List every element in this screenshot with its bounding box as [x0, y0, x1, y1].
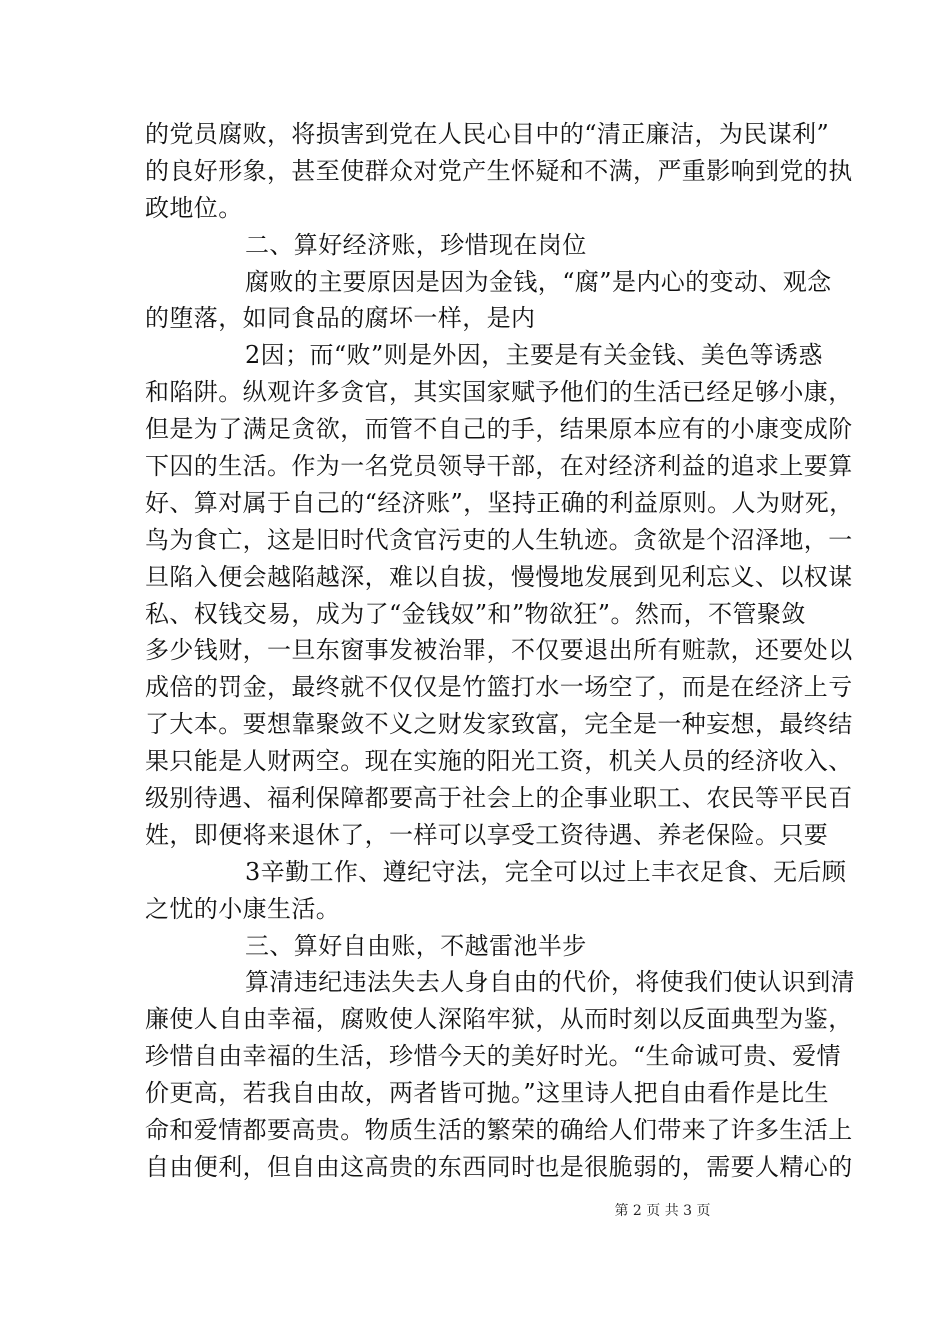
text-line: 级别待遇、福利保障都要高于社会上的企事业职工、农民等平民百 [145, 784, 853, 813]
text-line: 价更高，若我自由故，两者皆可抛。”这里诗人把自由看作是比生 [145, 1079, 829, 1108]
text-line: 算清违纪违法失去人身自由的代价，将使我们使认识到清 [245, 968, 855, 997]
document-body [145, 116, 855, 1186]
text-line: 和陷阱。纵观许多贪官，其实国家赋予他们的生活已经足够小康， [145, 378, 853, 407]
text-line: 姓，即便将来退休了，一样可以享受工资待遇、养老保险。只要 [145, 820, 829, 849]
text-line: 果只能是人财两空。现在实施的阳光工资，机关人员的经济收入、 [145, 747, 853, 776]
text-line: 三、算好自由账，不越雷池半步 [245, 931, 587, 960]
text-line: 私、权钱交易，成为了“金钱奴”和”物欲狂”。然而，不管聚敛 [145, 599, 806, 628]
text-line: 成倍的罚金，最终就不仅仅是竹篮打水一场空了，而是在经济上亏 [145, 673, 853, 702]
text-line: 腐败的主要原因是因为金钱，“腐”是内心的变动、观念 [245, 267, 832, 296]
text-line: 了大本。要想靠聚敛不义之财发家致富，完全是一种妄想，最终结 [145, 710, 853, 739]
text-line: 之忧的小康生活。 [145, 894, 341, 923]
text-line: 3辛勤工作、遵纪守法，完全可以过上丰衣足食、无后顾 [245, 857, 847, 886]
text-line: 政地位。 [145, 193, 243, 222]
page-number-label: 第 2 页 共 3 页 [614, 1203, 711, 1219]
text-line: 命和爱情都要高贵。物质生活的繁荣的确给人们带来了许多生活上 [145, 1116, 853, 1145]
text-line: 自由便利，但自由这高贵的东西同时也是很脆弱的，需要人精心的 [145, 1152, 853, 1181]
text-line: 珍惜自由幸福的生活，珍惜今天的美好时光。“生命诚可贵、爱情 [145, 1042, 841, 1071]
text-line: 但是为了满足贪欲，而管不自己的手，结果原本应有的小康变成阶 [145, 415, 853, 444]
text-line: 廉使人自由幸福，腐败使人深陷牢狱，从而时刻以反面典型为鉴， [145, 1005, 853, 1034]
text-line: 下囚的生活。作为一名党员领导干部，在对经济利益的追求上要算 [145, 452, 853, 481]
text-line: 的堕落，如同食品的腐坏一样，是内 [145, 304, 536, 333]
text-line: 的良好形象，甚至使群众对党产生怀疑和不满，严重影响到党的执 [145, 156, 853, 185]
text-line: 2因；而“败”则是外因，主要是有关金钱、美色等诱惑 [245, 341, 823, 370]
page-footer [0, 1200, 950, 1220]
text-line: 好、算对属于自己的“经济账”，坚持正确的利益原则。人为财死， [145, 488, 854, 517]
text-line: 多少钱财，一旦东窗事发被治罪，不仅要退出所有赃款，还要处以 [145, 636, 853, 665]
text-line: 二、算好经济账，珍惜现在岗位 [245, 230, 587, 259]
text-line: 旦陷入便会越陷越深，难以自拔，慢慢地发展到见利忘义、以权谋 [145, 562, 853, 591]
text-line: 的党员腐败，将损害到党在人民心目中的“清正廉洁，为民谋利” [145, 120, 830, 148]
text-line: 鸟为食亡，这是旧时代贪官污吏的人生轨迹。贪欲是个沼泽地，一 [145, 525, 853, 554]
